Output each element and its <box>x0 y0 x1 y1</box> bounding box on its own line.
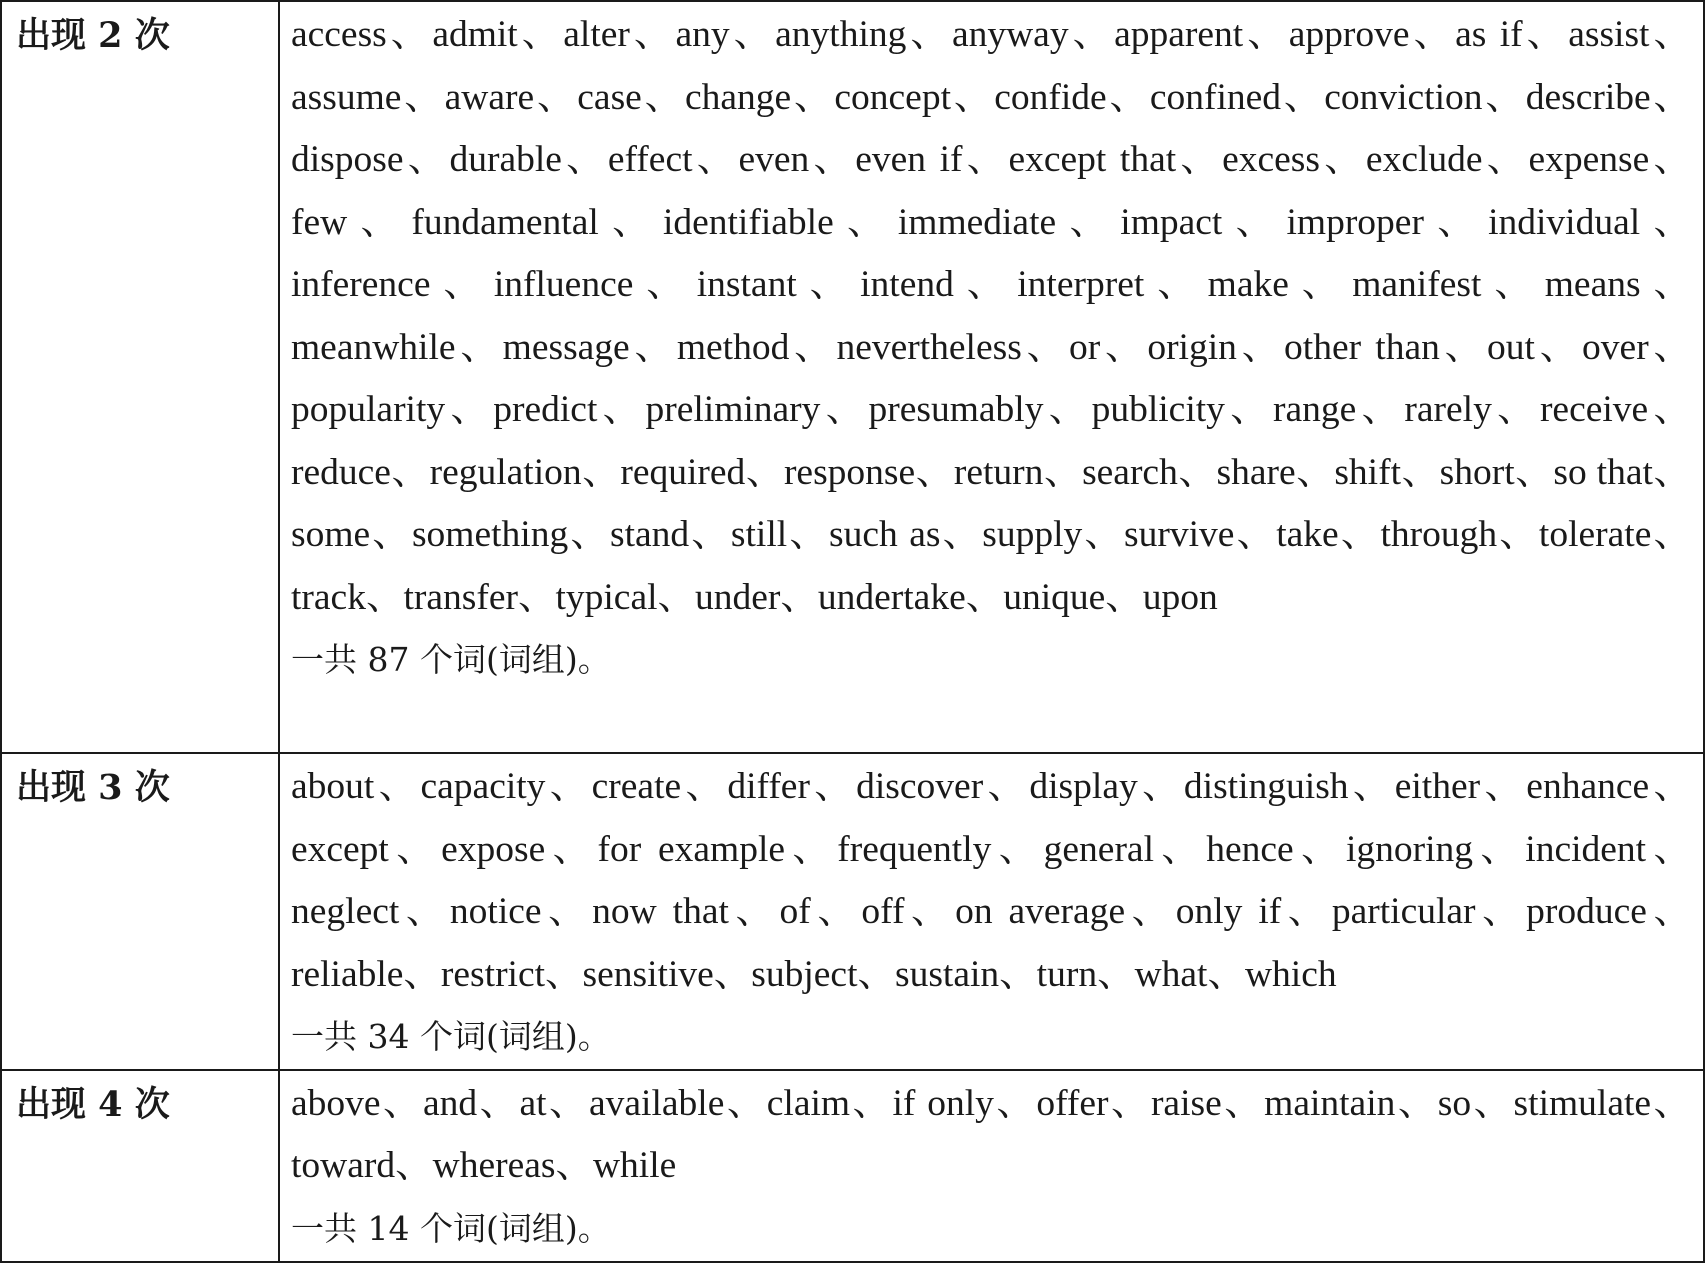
word-list-cell <box>279 1070 1704 1262</box>
word-count-total: 一共 34 个词(词组)。 <box>291 1017 611 1056</box>
table-row <box>1 1 1704 753</box>
table-row <box>1 753 1704 1070</box>
table-row <box>1 1070 1704 1262</box>
word-count-total: 一共 14 个词(词组)。 <box>291 1208 611 1248</box>
frequency-label: 出现 2 次 <box>1 1 279 753</box>
word-list: access、admit、alter、any、anything、anyway、apparent、approve、as if、assist、assume、aware、case、change、concept、confide、confined、conviction、describe、dispose、durable、effect、even、even if、except that、excess、exclude、expense、few、fundamental、identifiable、immediate、impact、improper、individual、inference、influence、instant、intend、interpret、make、manifest、means、meanwhile、message、method、nevertheless、or、origin、other than、out、over、popularity、predict、preliminary、presumably、publicity、range、rarely、receive、reduce、regulation、required、response、return、search、share、shift、short、so that、some、something、stand、still、such as、supply、survive、take、through、tolerate、track、transfer、typical、under、undertake、unique、upon <box>291 14 1691 618</box>
frequency-label: 出现 3 次 <box>1 753 279 1070</box>
frequency-label: 出现 4 次 <box>1 1070 279 1262</box>
word-count-total: 一共 87 个词(词组)。 <box>291 640 611 679</box>
word-list: above、and、at、available、claim、if only、offer、raise、maintain、so、stimulate、toward、whereas、while <box>291 1082 1691 1186</box>
word-list-cell <box>279 753 1704 1070</box>
word-list-cell <box>279 1 1704 753</box>
word-list: about、capacity、create、differ、discover、display、distinguish、either、enhance、except、expose、for example、frequently、general、hence、ignoring、incident、neglect、notice、now that、of、off、on average、only if、particular、produce、reliable、restrict、sensitive、subject、sustain、turn、what、which <box>291 766 1691 995</box>
